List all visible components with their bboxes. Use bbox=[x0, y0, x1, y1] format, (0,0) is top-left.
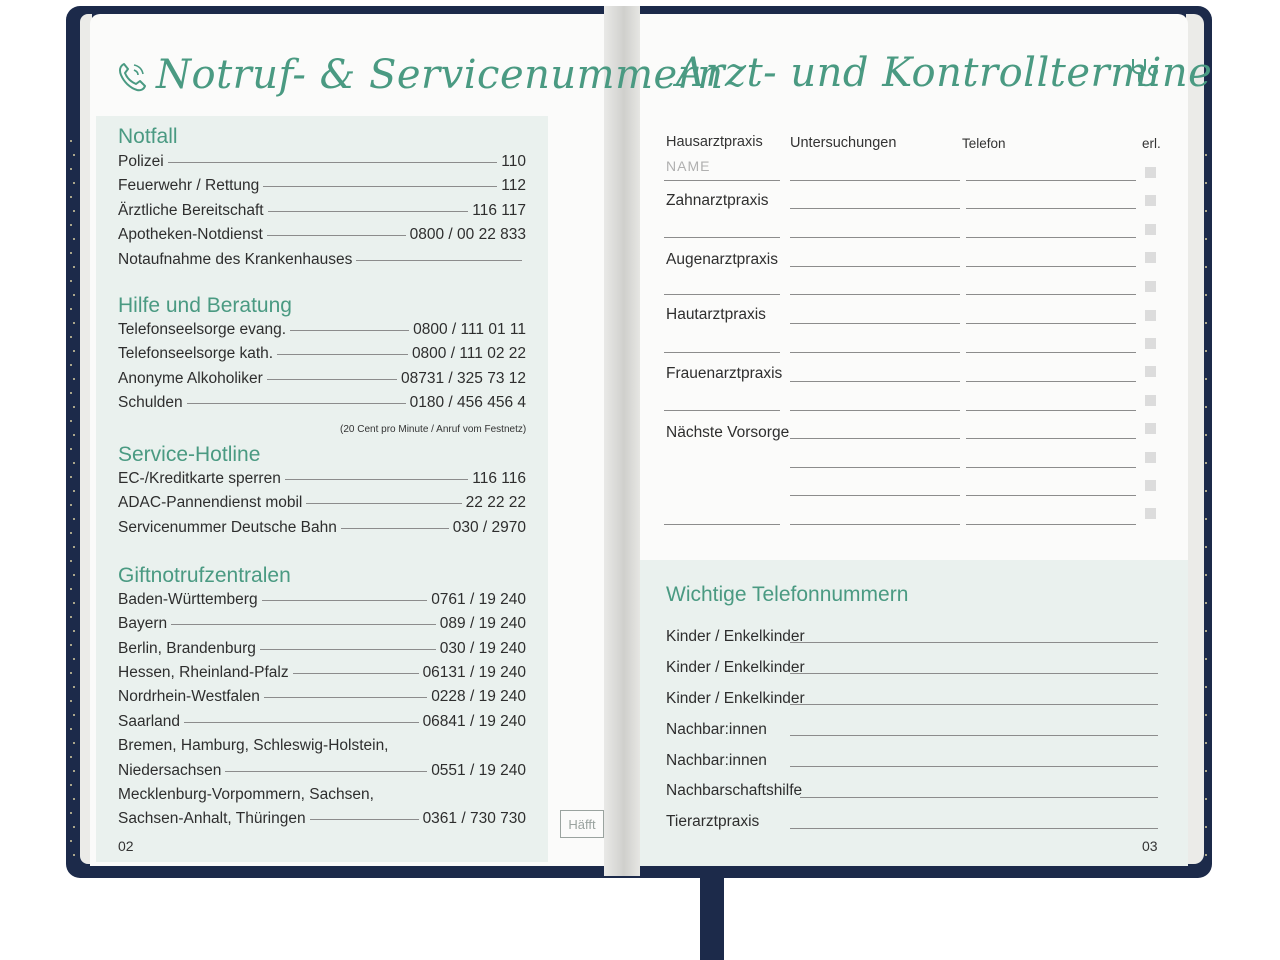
examination-line[interactable] bbox=[790, 323, 960, 324]
list-item: Polizei 110 bbox=[118, 153, 526, 170]
phone-write-line[interactable] bbox=[790, 766, 1158, 767]
list-item: Hessen, Rheinland-Pfalz 06131 / 19 240 bbox=[118, 664, 526, 681]
cover-dot bbox=[70, 588, 72, 590]
cover-dot bbox=[70, 448, 72, 450]
cover-dot bbox=[70, 224, 72, 226]
cover-dot bbox=[1205, 826, 1207, 828]
right-page-title: Arzt- und Kontrolltermine bbox=[676, 50, 1213, 96]
list-item: Feuerwehr / Rettung 112 bbox=[118, 177, 526, 194]
cover-dot bbox=[1205, 210, 1207, 212]
cover-dot bbox=[1205, 798, 1207, 800]
practice-label: Nächste Vorsorge bbox=[666, 424, 790, 441]
cover-dot bbox=[73, 434, 75, 436]
list-item: EC-/Kreditkarte sperren 116 116 bbox=[118, 470, 526, 487]
list-item: Notaufnahme des Krankenhauses bbox=[118, 251, 526, 273]
cover-dot bbox=[70, 196, 72, 198]
telephone-line[interactable] bbox=[966, 237, 1136, 238]
cover-dot bbox=[73, 238, 75, 240]
cover-dot bbox=[1205, 574, 1207, 576]
page-edge-right bbox=[1186, 14, 1204, 864]
cover-dot bbox=[1205, 322, 1207, 324]
list-item: Sachsen-Anhalt, Thüringen 0361 / 730 730 bbox=[118, 810, 526, 827]
cover-dot bbox=[70, 364, 72, 366]
cover-dot bbox=[1205, 434, 1207, 436]
examination-line[interactable] bbox=[790, 237, 960, 238]
done-checkbox[interactable] bbox=[1145, 167, 1156, 178]
page-number-right: 03 bbox=[1142, 838, 1158, 854]
telephone-line[interactable] bbox=[966, 467, 1136, 468]
cover-dot bbox=[70, 252, 72, 254]
phone-label: Kinder / Enkelkinder bbox=[666, 690, 805, 707]
phone-write-line[interactable] bbox=[800, 797, 1158, 798]
phone-icon bbox=[116, 60, 148, 94]
cover-dot bbox=[73, 714, 75, 716]
phone-label: Tierarztpraxis bbox=[666, 813, 760, 830]
done-checkbox[interactable] bbox=[1145, 452, 1156, 463]
practice-label: Zahnarztpraxis bbox=[666, 192, 769, 209]
cover-dot bbox=[73, 378, 75, 380]
section-heading-telefonnummern: Wichtige Telefonnummern bbox=[666, 583, 909, 606]
cover-dot bbox=[73, 798, 75, 800]
stethoscope-icon bbox=[1128, 56, 1162, 92]
list-item: Telefonseelsorge kath. 0800 / 111 02 22 bbox=[118, 345, 526, 362]
list-item-line: Bremen, Hamburg, Schleswig-Holstein, bbox=[118, 737, 389, 754]
phone-label: Kinder / Enkelkinder bbox=[666, 659, 805, 676]
cover-dot bbox=[73, 602, 75, 604]
telephone-line[interactable] bbox=[966, 180, 1136, 181]
practice-name-line[interactable] bbox=[664, 410, 780, 411]
telephone-line[interactable] bbox=[966, 208, 1136, 209]
section-heading-notfall: Notfall bbox=[118, 125, 178, 148]
list-item: Anonyme Alkoholiker 08731 / 325 73 12 bbox=[118, 370, 526, 387]
done-checkbox[interactable] bbox=[1145, 281, 1156, 292]
list-item: Apotheken-Notdienst 0800 / 00 22 833 bbox=[118, 226, 526, 243]
cover-dot bbox=[1205, 406, 1207, 408]
cover-dot bbox=[73, 462, 75, 464]
practice-name-line[interactable] bbox=[664, 352, 780, 353]
list-item: Bayern 089 / 19 240 bbox=[118, 615, 526, 632]
cover-dot bbox=[70, 476, 72, 478]
practice-label: Hautarztpraxis bbox=[666, 306, 766, 323]
cover-dot bbox=[70, 644, 72, 646]
cover-dot bbox=[73, 322, 75, 324]
list-item: Nordrhein-Westfalen 0228 / 19 240 bbox=[118, 688, 526, 705]
examination-line[interactable] bbox=[790, 266, 960, 267]
cover-dot bbox=[1205, 462, 1207, 464]
cover-dot bbox=[1205, 658, 1207, 660]
cover-dot bbox=[70, 616, 72, 618]
cover-dot bbox=[70, 756, 72, 758]
phone-label: Nachbar:innen bbox=[666, 721, 767, 738]
list-item: Telefonseelsorge evang. 0800 / 111 01 11 bbox=[118, 321, 526, 338]
cover-dot bbox=[70, 728, 72, 730]
cover-dot bbox=[73, 770, 75, 772]
cover-dot bbox=[70, 420, 72, 422]
list-item: ADAC-Pannendienst mobil 22 22 22 bbox=[118, 494, 526, 511]
cover-dot bbox=[70, 504, 72, 506]
telephone-line[interactable] bbox=[966, 495, 1136, 496]
left-page-title: Notruf- & Servicenummern bbox=[156, 52, 724, 98]
column-header-erledigt: erl. bbox=[1142, 136, 1161, 151]
list-item: Schulden 0180 / 456 456 4 bbox=[118, 394, 526, 411]
cover-dot bbox=[70, 812, 72, 814]
done-checkbox[interactable] bbox=[1145, 508, 1156, 519]
practice-name-line[interactable] bbox=[664, 237, 780, 238]
examination-line[interactable] bbox=[790, 467, 960, 468]
cover-dot bbox=[1205, 266, 1207, 268]
list-item: Ärztliche Bereitschaft 116 117 bbox=[118, 202, 526, 219]
cover-dot bbox=[73, 826, 75, 828]
cover-dot bbox=[73, 350, 75, 352]
cover-dot bbox=[70, 672, 72, 674]
examination-line[interactable] bbox=[790, 438, 960, 439]
examination-line[interactable] bbox=[790, 208, 960, 209]
examination-line[interactable] bbox=[790, 495, 960, 496]
ribbon-bookmark[interactable] bbox=[700, 866, 724, 960]
practice-name-line[interactable] bbox=[664, 180, 780, 181]
cover-dot bbox=[73, 854, 75, 856]
list-item-line: Mecklenburg-Vorpommern, Sachsen, bbox=[118, 786, 374, 803]
column-header-untersuchungen: Untersuchungen bbox=[790, 135, 897, 151]
section-heading-hilfe: Hilfe und Beratung bbox=[118, 294, 292, 317]
cover-dot bbox=[1205, 182, 1207, 184]
examination-line[interactable] bbox=[790, 524, 960, 525]
publisher-logo: Häfft bbox=[560, 810, 604, 838]
done-checkbox[interactable] bbox=[1145, 480, 1156, 491]
cover-dot bbox=[70, 784, 72, 786]
cover-dot bbox=[70, 308, 72, 310]
telephone-line[interactable] bbox=[966, 410, 1136, 411]
phone-write-line[interactable] bbox=[790, 642, 1158, 643]
phone-write-line[interactable] bbox=[790, 735, 1158, 736]
cover-dot bbox=[1205, 378, 1207, 380]
examination-line[interactable] bbox=[790, 381, 960, 382]
telephone-line[interactable] bbox=[966, 266, 1136, 267]
phone-write-line[interactable] bbox=[790, 828, 1158, 829]
done-checkbox[interactable] bbox=[1145, 338, 1156, 349]
done-checkbox[interactable] bbox=[1145, 366, 1156, 377]
telephone-line[interactable] bbox=[966, 323, 1136, 324]
done-checkbox[interactable] bbox=[1145, 310, 1156, 321]
name-placeholder: NAME bbox=[666, 158, 711, 174]
cost-note: (20 Cent pro Minute / Anruf vom Festnetz) bbox=[340, 424, 527, 435]
practice-name-line[interactable] bbox=[664, 294, 780, 295]
done-checkbox[interactable] bbox=[1145, 395, 1156, 406]
book-gutter bbox=[604, 6, 640, 876]
cover-dot bbox=[1205, 546, 1207, 548]
column-header-telefon: Telefon bbox=[962, 136, 1006, 151]
list-item: Niedersachsen 0551 / 19 240 bbox=[118, 762, 526, 779]
practice-name-line[interactable] bbox=[664, 524, 780, 525]
cover-dot bbox=[70, 532, 72, 534]
cover-dot bbox=[1205, 742, 1207, 744]
cover-dot bbox=[70, 840, 72, 842]
done-checkbox[interactable] bbox=[1145, 224, 1156, 235]
cover-dot bbox=[70, 560, 72, 562]
cover-dot bbox=[1205, 602, 1207, 604]
cover-dot bbox=[73, 686, 75, 688]
cover-dot bbox=[1205, 154, 1207, 156]
list-item: Saarland 06841 / 19 240 bbox=[118, 713, 526, 730]
cover-dot bbox=[1205, 714, 1207, 716]
list-item: Baden-Württemberg 0761 / 19 240 bbox=[118, 591, 526, 608]
cover-dot bbox=[73, 182, 75, 184]
cover-dot bbox=[73, 518, 75, 520]
cover-dot bbox=[1205, 294, 1207, 296]
cover-dot bbox=[1205, 490, 1207, 492]
cover-dot bbox=[1205, 350, 1207, 352]
phone-label: Nachbar:innen bbox=[666, 752, 767, 769]
cover-dot bbox=[1205, 238, 1207, 240]
telephone-line[interactable] bbox=[966, 352, 1136, 353]
cover-dot bbox=[70, 140, 72, 142]
examination-line[interactable] bbox=[790, 410, 960, 411]
done-checkbox[interactable] bbox=[1145, 195, 1156, 206]
cover-dot bbox=[73, 630, 75, 632]
cover-dot bbox=[1205, 630, 1207, 632]
cover-dot bbox=[73, 210, 75, 212]
list-item: Berlin, Brandenburg 030 / 19 240 bbox=[118, 640, 526, 657]
cover-dot bbox=[70, 392, 72, 394]
practice-label: Frauenarztpraxis bbox=[666, 365, 783, 382]
phone-label: Nachbarschaftshilfe bbox=[666, 782, 803, 799]
cover-dot bbox=[73, 490, 75, 492]
cover-dot bbox=[70, 336, 72, 338]
cover-dot bbox=[1205, 518, 1207, 520]
cover-dot bbox=[73, 742, 75, 744]
cover-dot bbox=[73, 574, 75, 576]
cover-dot bbox=[73, 406, 75, 408]
cover-dot bbox=[73, 294, 75, 296]
telephone-line[interactable] bbox=[966, 294, 1136, 295]
cover-dot bbox=[73, 658, 75, 660]
cover-dot bbox=[70, 700, 72, 702]
cover-dot bbox=[73, 266, 75, 268]
cover-dot bbox=[1205, 770, 1207, 772]
section-heading-gift: Giftnotrufzentralen bbox=[118, 564, 291, 587]
section-heading-service: Service-Hotline bbox=[118, 443, 261, 466]
list-item: Servicenummer Deutsche Bahn 030 / 2970 bbox=[118, 519, 526, 536]
cover-dot bbox=[1205, 686, 1207, 688]
examination-line[interactable] bbox=[790, 294, 960, 295]
page-number-left: 02 bbox=[118, 838, 134, 854]
phone-label: Kinder / Enkelkinder bbox=[666, 628, 805, 645]
examination-line[interactable] bbox=[790, 352, 960, 353]
phone-write-line[interactable] bbox=[790, 673, 1158, 674]
phone-write-line[interactable] bbox=[790, 704, 1158, 705]
done-checkbox[interactable] bbox=[1145, 252, 1156, 263]
cover-dot bbox=[73, 154, 75, 156]
telephone-line[interactable] bbox=[966, 381, 1136, 382]
cover-dot bbox=[70, 168, 72, 170]
practice-label: Augenarztpraxis bbox=[666, 251, 779, 268]
examination-line[interactable] bbox=[790, 180, 960, 181]
cover-dot bbox=[73, 546, 75, 548]
cover-dot bbox=[1205, 854, 1207, 856]
telephone-line[interactable] bbox=[966, 438, 1136, 439]
telephone-line[interactable] bbox=[966, 524, 1136, 525]
column-header-praxis: Hausarztpraxis bbox=[666, 134, 763, 150]
done-checkbox[interactable] bbox=[1145, 423, 1156, 434]
cover-dot bbox=[70, 280, 72, 282]
